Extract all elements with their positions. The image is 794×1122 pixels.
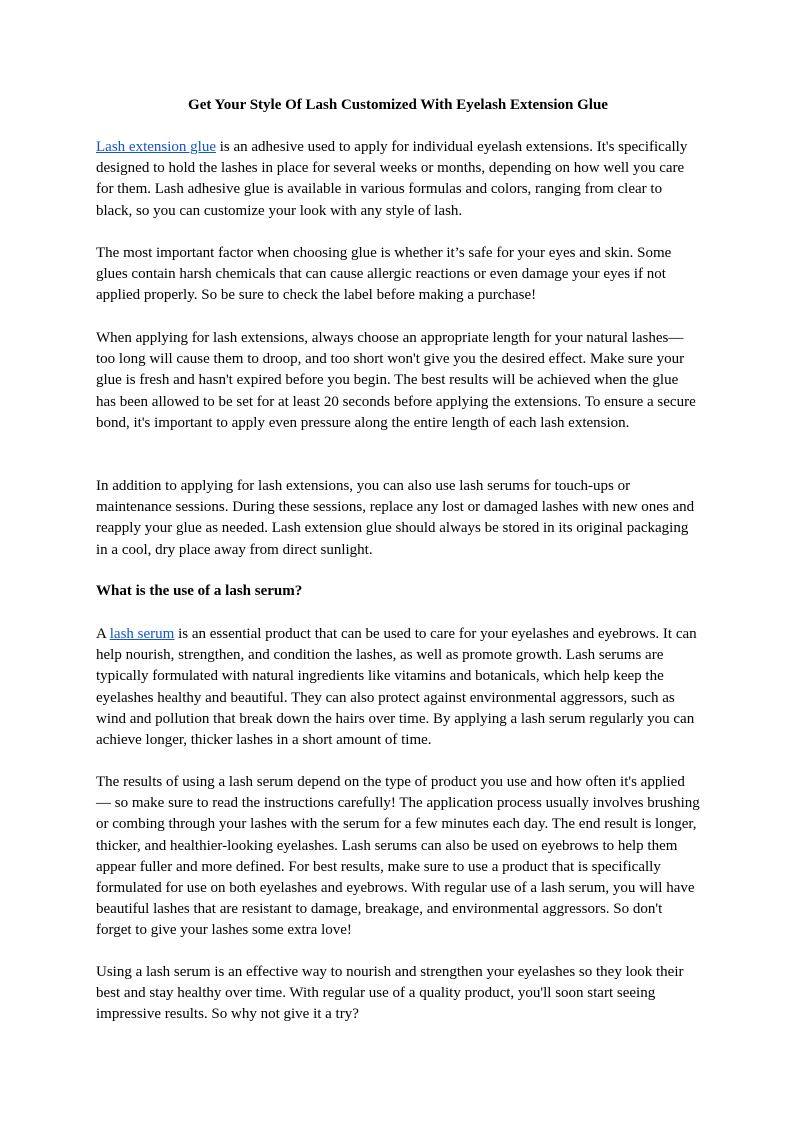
paragraph-text: is an adhesive used to apply for individual eyelash extensions. It's specifically designed to hold the lashes in place for several weeks or months, depending on how well you care for them. Lash adhesive glue is available in various formulas and colors, ranging from clear to black, so you can customize your look with any style of lash. (96, 139, 688, 219)
paragraph-glue-intro (96, 137, 700, 222)
paragraph-maintenance: In addition to applying for lash extensions, you can also use lash serums for touch-ups or maintenance sessions. During these sessions, replace any lost or damaged lashes with new ones and reapply your glue as needed. Lash extension glue should always be stored in its original packaging in a cool, dry place away from direct sunlight. (96, 478, 695, 558)
paragraph-text: is an essential product that can be used to care for your eyelashes and eyebrows. It can help nourish, strengthen, and condition the lashes, as well as promote growth. Lash serums are typically formulated with natural ingredients like vitamins and botanicals, which help keep the eyelashes healthy and beautiful. They can also protect against environmental aggressors, such as wind and pollution that break down the hairs over time. By applying a lash serum regularly you can achieve longer, thicker lashes in a short amount of time. (96, 626, 697, 749)
lash-serum-link[interactable]: lash serum (109, 626, 175, 642)
paragraph-serum-results: The results of using a lash serum depend on the type of product you use and how often it's applied — so make sure to read the instructions carefully! The application process usually involves brushing or combing through your lashes with the serum for a few minutes each day. The end result is longer, thicker, and healthier-looking eyelashes. Lash serums can also be used on eyebrows to help them appear fuller and more defined. For best results, make sure to use a product that is specifically formulated for use on both eyelashes and eyebrows. With regular use of a lash serum, you will have beautiful lashes that are resistant to damage, breakage, and environmental aggressors. So don't forget to give your lashes some extra love! (96, 774, 700, 939)
paragraph-glue-safety: The most important factor when choosing glue is whether it’s safe for your eyes and skin. Some glues contain harsh chemicals that can cause allergic reactions or even damage your eyes if not applied properly. So be sure to check the label before making a purchase! (96, 245, 672, 304)
document-title: Get Your Style Of Lash Customized With Eyelash Extension Glue (188, 97, 608, 113)
paragraph-serum-intro (96, 624, 700, 751)
paragraph-application: When applying for lash extensions, always choose an appropriate length for your natural lashes—too long will cause them to droop, and too short won't give you the desired effect. Make sure your glue is fresh and hasn't expired before you begin. The best results will be achieved when the glue has been allowed to be set for at least 20 seconds before applying the extensions. To ensure a secure bond, it's important to apply even pressure along the entire length of each lash extension. (96, 330, 696, 431)
section-heading-lash-serum: What is the use of a lash serum? (96, 583, 303, 599)
paragraph-conclusion: Using a lash serum is an effective way to nourish and strengthen your eyelashes so they look their best and stay healthy over time. With regular use of a quality product, you'll soon start seeing impressive results. So why not give it a try? (96, 964, 684, 1023)
paragraph-prefix: A (96, 626, 110, 642)
lash-extension-glue-link[interactable]: Lash extension glue (96, 139, 216, 155)
